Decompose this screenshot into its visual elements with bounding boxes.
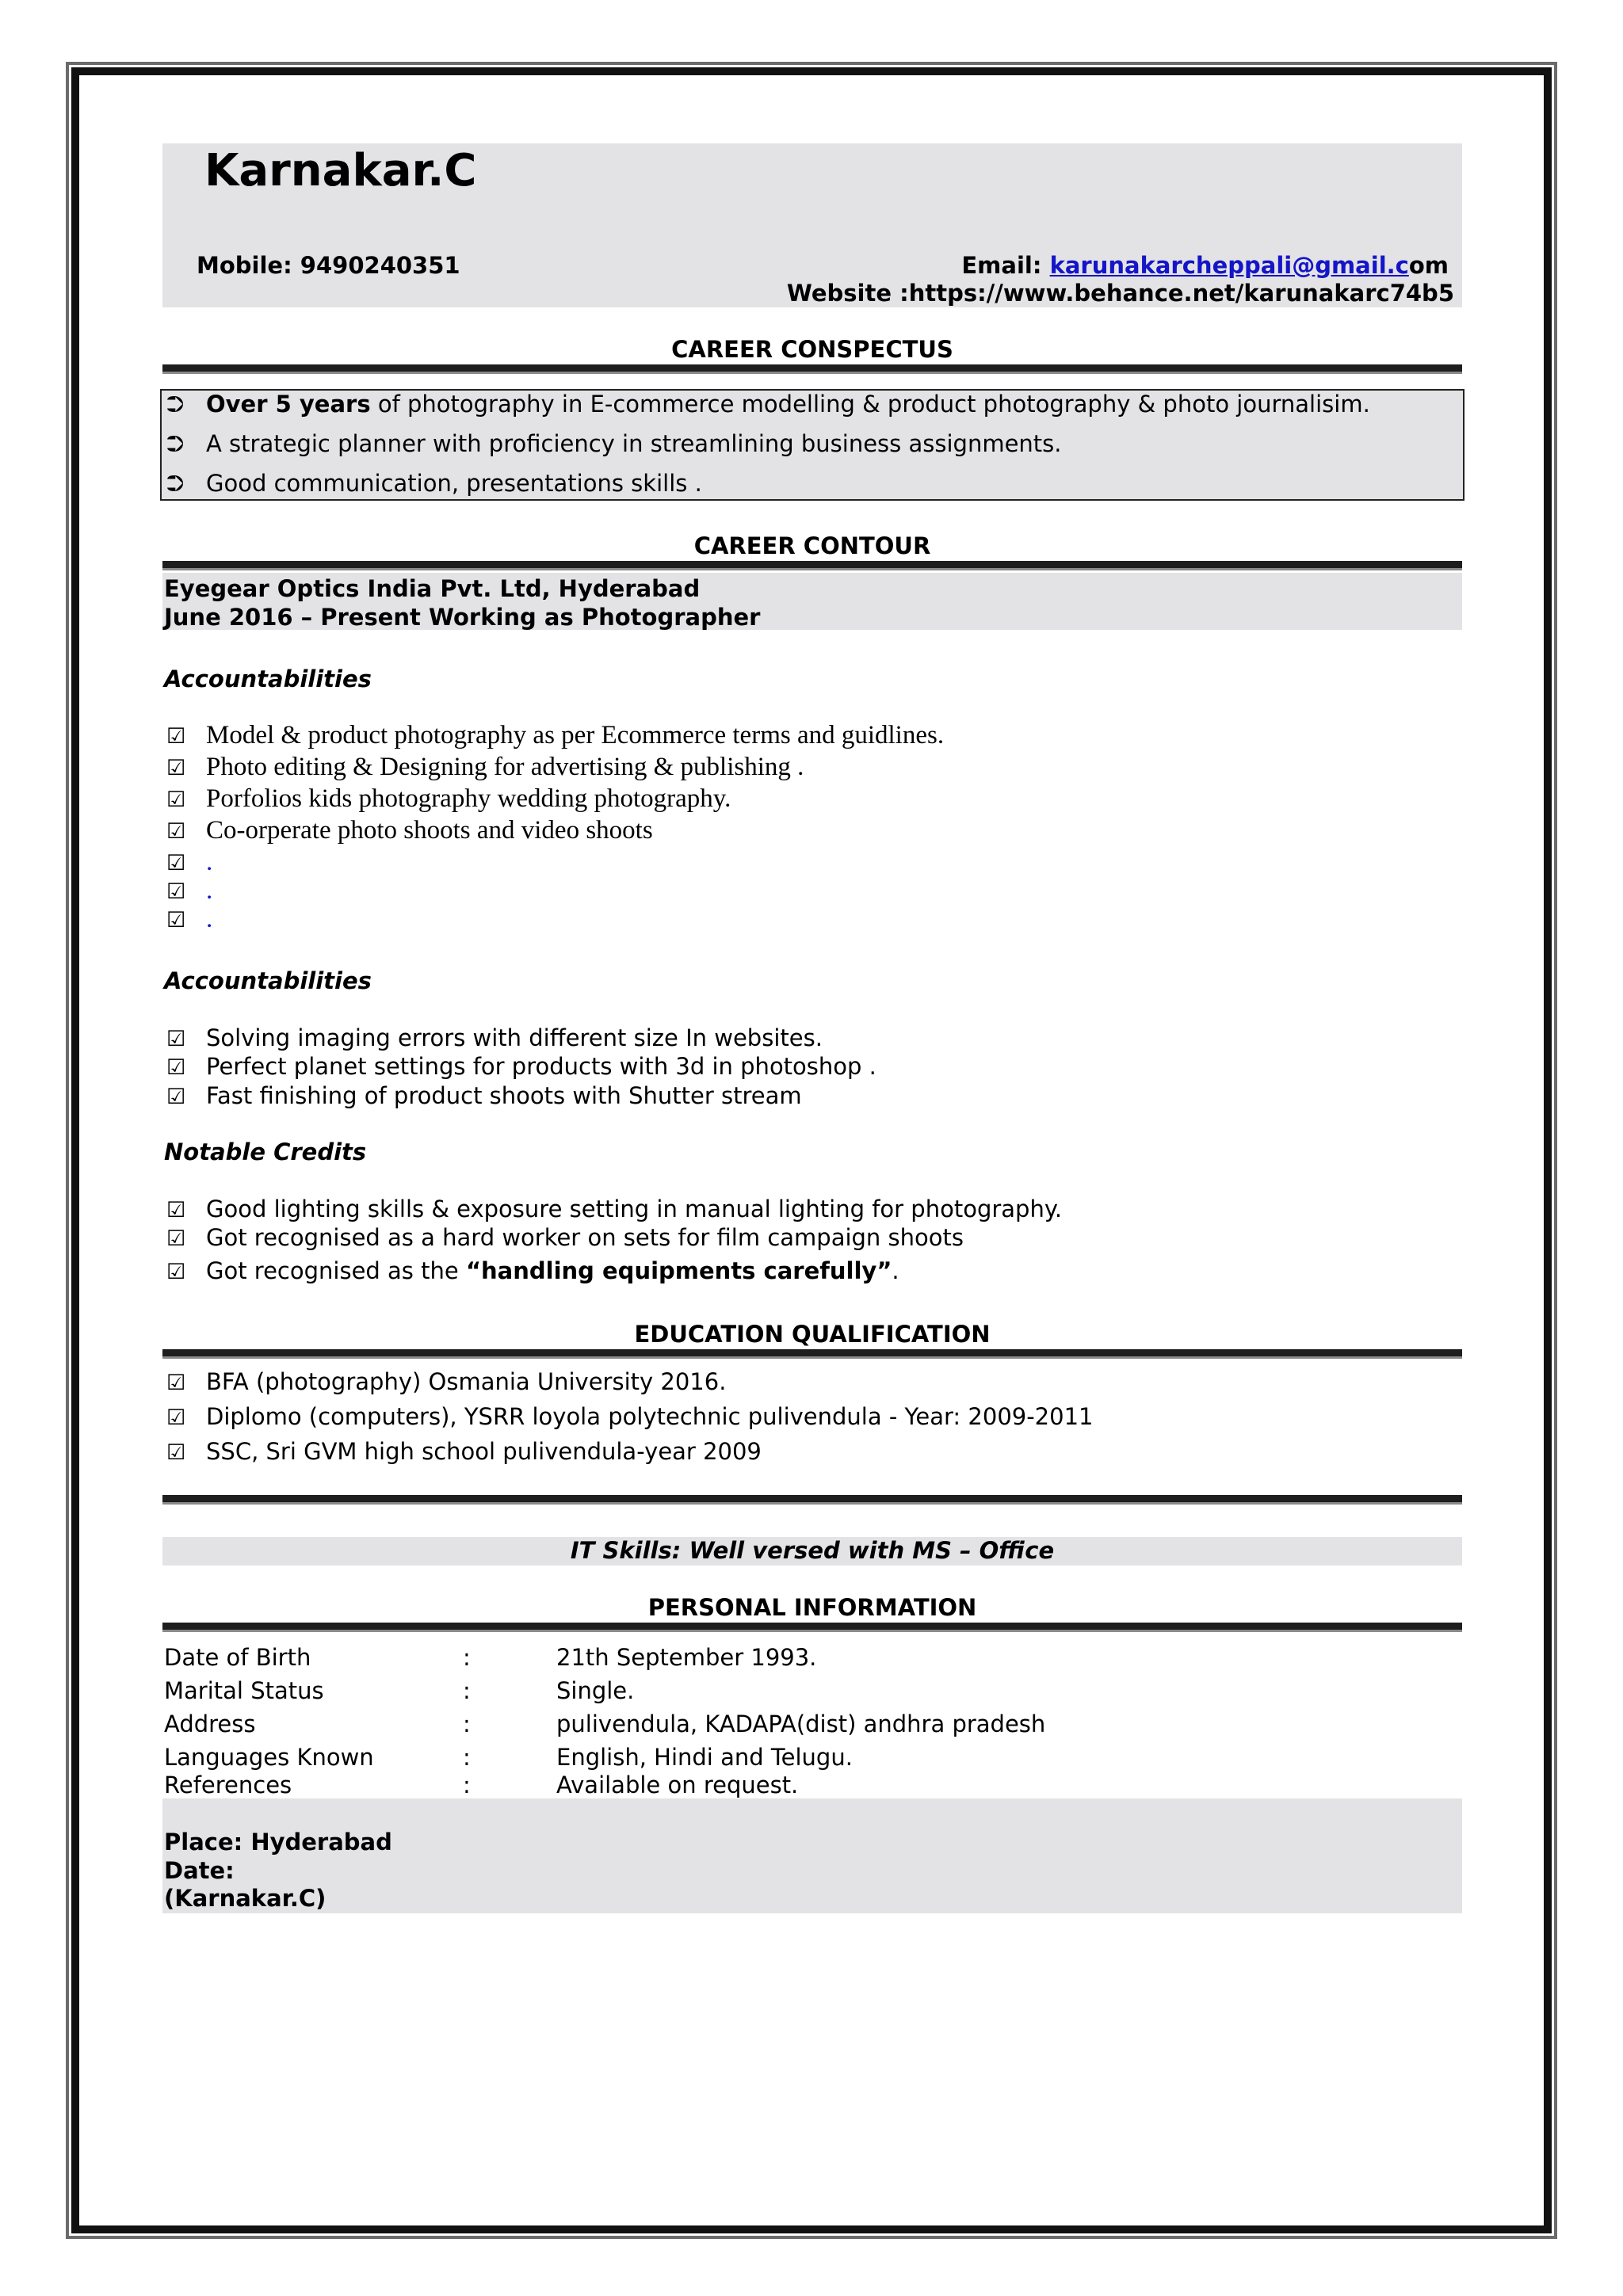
info-value: English, Hindi and Telugu. [556, 1744, 853, 1771]
accountability-item [166, 1024, 823, 1051]
checkbox-icon: ☑ [166, 756, 186, 780]
email-tail: om [1408, 252, 1449, 279]
education-text: BFA (photography) Osmania University 2016. [206, 1368, 727, 1395]
credit-item-last: ☑ Got recognised as the “handling equipments carefully”. [166, 1257, 899, 1284]
mobile-line [197, 252, 460, 279]
conspectus-item-text: Good communication, presentations skills . [206, 470, 702, 497]
info-label: Marital Status [164, 1677, 324, 1704]
conspectus-item-bold: Over 5 years [206, 391, 371, 418]
info-label: Date of Birth [164, 1644, 311, 1671]
info-separator: : [463, 1711, 471, 1737]
accountability-item [166, 848, 212, 877]
footer-band [162, 1798, 1462, 1913]
info-separator: : [463, 1677, 471, 1704]
email-label: Email: [961, 252, 1042, 279]
info-label: References [164, 1772, 292, 1798]
accountability-item [166, 876, 212, 906]
date: Date: [164, 1857, 235, 1884]
credit-text: Got recognised as a hard worker on sets for film campaign shoots [206, 1224, 964, 1251]
info-label: Languages Known [164, 1744, 374, 1771]
education-item [166, 1438, 762, 1465]
arrow-bullet-icon: ⮊ [166, 430, 185, 457]
contour-title: CAREER CONTOUR [693, 532, 931, 559]
credit-item [166, 1224, 964, 1251]
conspectus-rule [162, 364, 1462, 374]
accountability-item [166, 1053, 876, 1080]
conspectus-title: CAREER CONSPECTUS [671, 336, 953, 363]
personal-title: PERSONAL INFORMATION [647, 1594, 977, 1621]
accountability-text: Fast finishing of product shoots with Shutter stream [206, 1082, 802, 1109]
conspectus-item [166, 430, 1062, 458]
mobile-label: Mobile: [197, 252, 292, 279]
checkbox-icon: ☑ [166, 1226, 186, 1251]
accountability-item [166, 905, 212, 934]
conspectus-item [166, 470, 702, 498]
info-value: pulivendula, KADAPA(dist) andhra pradesh [556, 1711, 1046, 1737]
accountability-text: Co-orperate photo shoots and video shoots [206, 816, 653, 845]
website-line: Website :https://www.behance.net/karunakarc74b5 [786, 280, 1454, 307]
accountability-item [166, 1082, 802, 1109]
accountability-text: Model & product photography as per Ecommerce terms and guidlines. [206, 721, 945, 749]
info-separator: : [463, 1772, 471, 1798]
checkbox-icon: ☑ [166, 851, 186, 875]
education-text: SSC, Sri GVM high school pulivendula-year 2009 [206, 1438, 762, 1465]
info-value: 21th September 1993. [556, 1644, 817, 1671]
accountability-text: Solving imaging errors with different size In websites. [206, 1024, 823, 1051]
accountabilities-heading-2: Accountabilities [164, 967, 372, 994]
arrow-bullet-icon: ⮊ [166, 470, 185, 497]
conspectus-item [166, 391, 1370, 418]
job-role: June 2016 – Present Working as Photographer [164, 604, 761, 631]
accountability-text: Photo editing & Designing for advertising & publishing . [206, 753, 804, 781]
checkbox-icon: ☑ [166, 724, 186, 749]
email-line [961, 252, 1449, 279]
info-value: Available on request. [556, 1772, 799, 1798]
signature: (Karnakar.C) [164, 1885, 327, 1912]
it-skills: IT Skills: Well versed with MS – Office [570, 1537, 1055, 1564]
email-link[interactable]: karunakarcheppali@gmail.c [1049, 252, 1409, 279]
notable-credits-heading: Notable Credits [164, 1138, 367, 1165]
accountability-text: . [206, 905, 213, 933]
checkbox-icon: ☑ [166, 819, 186, 844]
accountability-text: Perfect planet settings for products with 3d in photoshop . [206, 1053, 876, 1080]
accountability-item [166, 816, 653, 845]
checkbox-icon: ☑ [166, 1085, 186, 1109]
info-value: Single. [556, 1677, 635, 1704]
checkbox-icon: ☑ [166, 788, 186, 812]
accountability-item [166, 721, 944, 750]
credit-text: Good lighting skills & exposure setting in manual lighting for photography. [206, 1196, 1063, 1222]
place: Place: Hyderabad [164, 1829, 392, 1855]
conspectus-item-text: of photography in E-commerce modelling & product photography & photo journalisim. [370, 391, 1370, 418]
credit-item [166, 1196, 1062, 1222]
info-label: Address [164, 1711, 256, 1737]
checkbox-icon: ☑ [166, 1198, 186, 1222]
accountability-text: . [206, 848, 213, 876]
education-end-rule [162, 1495, 1462, 1505]
personal-rule [162, 1623, 1462, 1632]
education-item [166, 1403, 1094, 1430]
checkbox-icon: ☑ [166, 1405, 186, 1430]
education-text: Diplomo (computers), YSRR loyola polytechnic pulivendula - Year: 2009-2011 [206, 1403, 1094, 1430]
education-title: EDUCATION QUALIFICATION [634, 1321, 991, 1348]
education-rule [162, 1349, 1462, 1359]
info-separator: : [463, 1744, 471, 1771]
contour-rule [162, 561, 1462, 570]
accountabilities-heading-1: Accountabilities [164, 666, 372, 692]
accountability-text: . [206, 876, 213, 905]
checkbox-icon: ☑ [166, 1371, 186, 1395]
company-name: Eyegear Optics India Pvt. Ltd, Hyderabad [164, 575, 701, 602]
conspectus-item-text: A strategic planner with proficiency in streamlining business assignments. [206, 430, 1062, 457]
accountability-item [166, 784, 731, 814]
checkbox-icon: ☑ [166, 908, 186, 933]
arrow-bullet-icon: ⮊ [166, 391, 185, 418]
checkbox-icon: ☑ [166, 879, 186, 904]
accountability-item [166, 753, 804, 782]
checkbox-icon: ☑ [166, 1260, 186, 1284]
accountability-text: Porfolios kids photography wedding photography. [206, 784, 731, 813]
info-separator: : [463, 1644, 471, 1671]
candidate-name: Karnakar.C [204, 145, 477, 196]
checkbox-icon: ☑ [166, 1055, 186, 1080]
education-item [166, 1368, 726, 1395]
checkbox-icon: ☑ [166, 1440, 186, 1465]
checkbox-icon: ☑ [166, 1027, 186, 1051]
mobile-number: 9490240351 [300, 252, 460, 279]
